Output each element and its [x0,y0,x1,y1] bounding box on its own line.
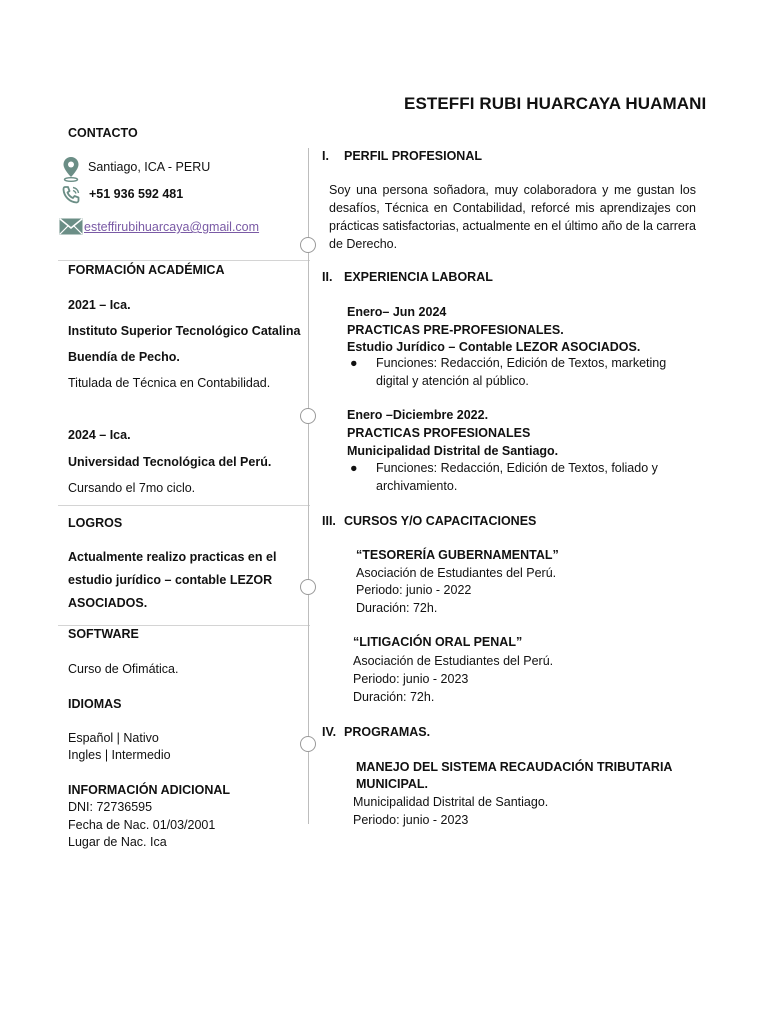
timeline-node [300,408,316,424]
experience-organization: Municipalidad Distrital de Santiago. [347,444,559,458]
education-detail: Cursando el 7mo ciclo. [68,481,196,495]
section-number: II. [322,270,333,284]
timeline-node [300,736,316,752]
program-organization: Municipalidad Distrital de Santiago. [353,795,549,809]
phone-icon [60,184,82,206]
education-institution: Universidad Tecnológica del Perú. [68,455,272,469]
education-heading: FORMACIÓN ACADÉMICA [68,263,225,277]
program-title: MUNICIPAL. [356,777,428,791]
section-number: I. [322,149,329,163]
contact-email-link[interactable]: esteffirubihuarcaya@gmail.com [84,220,260,234]
bullet-icon: ● [350,461,358,475]
course-period: Periodo: junio - 2023 [353,672,469,686]
section-title: CURSOS Y/O CAPACITACIONES [344,514,537,528]
course-duration: Duración: 72h. [353,690,435,704]
course-organization: Asociación de Estudiantes del Perú. [356,566,557,580]
email-icon [59,218,83,235]
section-number: III. [322,514,336,528]
experience-title: PRACTICAS PRE-PROFESIONALES. [347,323,564,337]
section-title: PROGRAMAS. [344,725,431,739]
contact-phone: +51 936 592 481 [89,187,184,201]
languages-heading: IDIOMAS [68,697,122,711]
experience-duties [350,355,680,391]
language-line: Español | Nativo [68,731,159,745]
achievement-line: ASOCIADOS. [68,596,148,610]
program-title: MANEJO DEL SISTEMA RECAUDACIÓN TRIBUTARIA [356,760,673,774]
experience-organization: Estudio Jurídico – Contable LEZOR ASOCIADOS. [347,340,641,354]
profile-heading [322,149,482,163]
software-heading: SOFTWARE [68,627,139,641]
experience-heading [322,270,493,284]
contact-heading: CONTACTO [68,126,138,140]
courses-heading [322,514,536,528]
section-number: IV. [322,725,337,739]
experience-title: PRACTICAS PROFESIONALES [347,426,531,440]
additional-info-heading: INFORMACIÓN ADICIONAL [68,783,231,797]
location-pin-icon [62,156,80,182]
education-institution: Buendía de Pecho. [68,350,180,364]
timeline-node [300,579,316,595]
software-detail: Curso de Ofimática. [68,662,179,676]
experience-duties [350,460,680,496]
course-title: “TESORERÍA GUBERNAMENTAL” [356,548,559,562]
education-detail: Titulada de Técnica en Contabilidad. [68,376,271,390]
divider [58,625,310,626]
candidate-name: ESTEFFI RUBI HUARCAYA HUAMANI [404,94,707,113]
program-period: Periodo: junio - 2023 [353,813,469,827]
achievements-heading: LOGROS [68,516,123,530]
education-year: 2021 – Ica. [68,298,131,312]
experience-duties-text: Funciones: Redacción, Edición de Textos, marketing digital y atención al público. [376,356,667,388]
additional-info-line: Lugar de Nac. Ica [68,835,167,849]
education-institution: Instituto Superior Tecnológico Catalina [68,324,301,338]
achievement-line: estudio jurídico – contable LEZOR [68,573,273,587]
section-title: EXPERIENCIA LABORAL [344,270,493,284]
profile-text: Soy una persona soñadora, muy colaboradora y me gustan los desafíos, Técnica en Contabilidad, reforcé mis aprendizajes con prácticas satisfactorias, actualmente en el último año de la carrera de Derecho. [329,183,696,251]
course-period: Periodo: junio - 2022 [356,583,472,597]
course-title: “LITIGACIÓN ORAL PENAL” [353,635,523,649]
experience-duties-text: Funciones: Redacción, Edición de Textos, foliado y archivamiento. [376,461,658,493]
language-line: Ingles | Intermedio [68,748,171,762]
additional-info-line: Fecha de Nac. 01/03/2001 [68,818,216,832]
experience-period: Enero– Jun 2024 [347,305,447,319]
course-duration: Duración: 72h. [356,601,438,615]
divider [58,505,310,506]
timeline-node [300,237,316,253]
section-title: PERFIL PROFESIONAL [344,149,482,163]
experience-period: Enero –Diciembre 2022. [347,408,489,422]
achievement-line: Actualmente realizo practicas en el [68,550,277,564]
education-year: 2024 – Ica. [68,428,131,442]
additional-info-line: DNI: 72736595 [68,800,153,814]
bullet-icon: ● [350,356,358,370]
course-organization: Asociación de Estudiantes del Perú. [353,654,554,668]
divider [58,260,310,261]
contact-location: Santiago, ICA - PERU [88,160,211,174]
programs-heading [322,725,430,739]
